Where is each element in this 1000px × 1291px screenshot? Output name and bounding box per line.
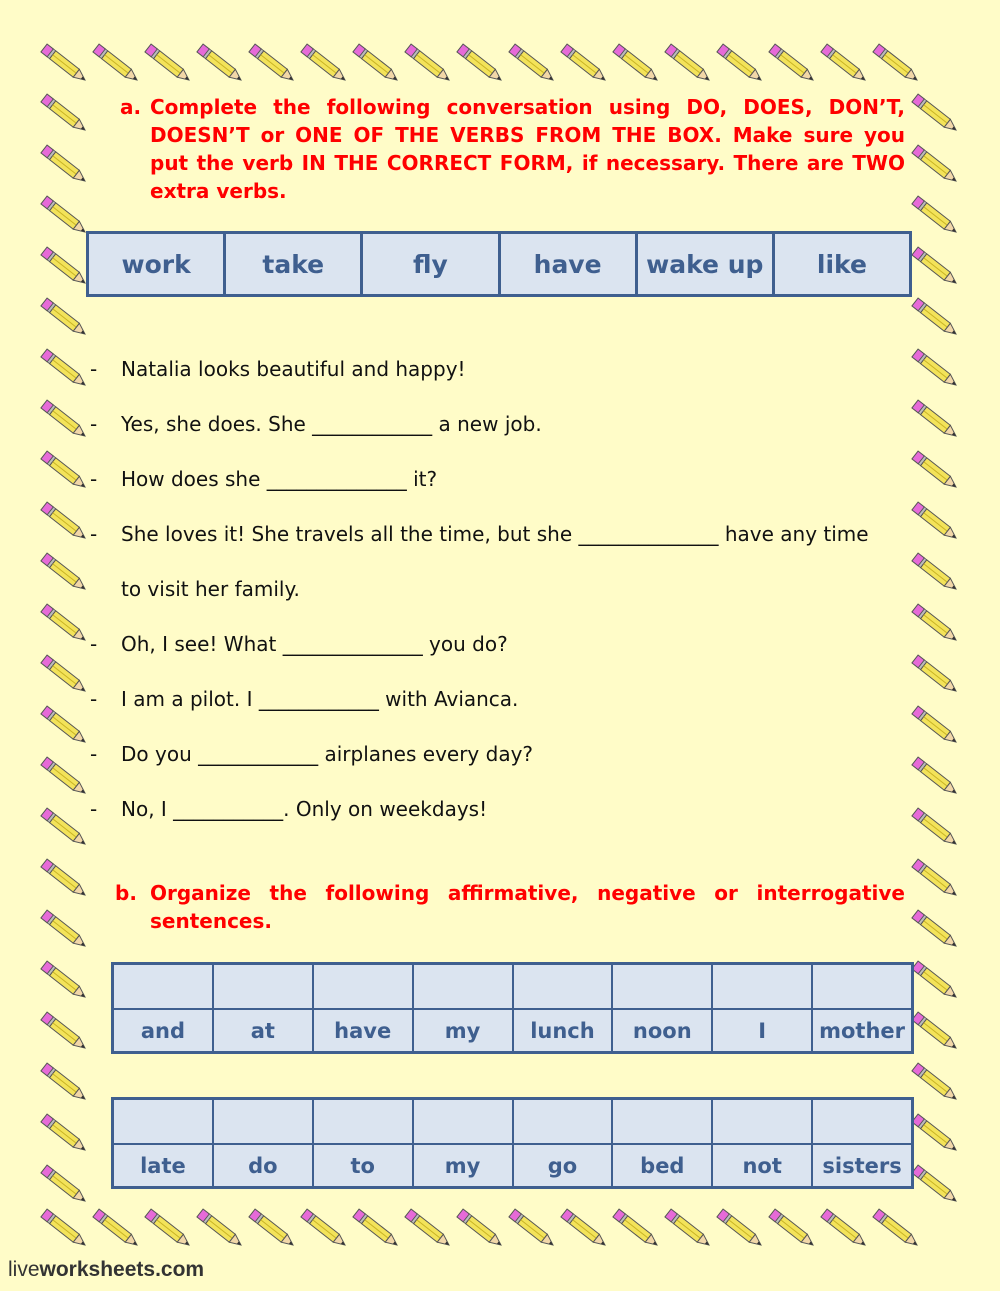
pencil-icon — [93, 44, 140, 84]
pencil-icon — [41, 1209, 88, 1249]
scramble-word[interactable]: to — [350, 1153, 375, 1178]
pencil-icon — [769, 44, 816, 84]
pencil-icon — [613, 1209, 660, 1249]
scramble-word[interactable]: at — [250, 1018, 275, 1043]
pencil-icon — [197, 44, 244, 84]
pencil-icon — [717, 1209, 764, 1249]
verb-cell: take — [226, 234, 363, 294]
pencil-icon — [912, 961, 959, 1001]
pencil-icon — [197, 1209, 244, 1249]
dialogue-line — [90, 508, 910, 563]
pencil-icon — [912, 145, 959, 185]
pencil-icon — [41, 604, 88, 644]
answer-slot[interactable] — [214, 1100, 312, 1145]
scramble-word[interactable]: go — [547, 1153, 578, 1178]
scramble-word[interactable]: lunch — [530, 1018, 595, 1043]
pencil-icon — [41, 196, 88, 236]
pencil-icon — [665, 44, 712, 84]
answer-slot[interactable] — [314, 965, 412, 1010]
scramble-word[interactable]: not — [742, 1153, 782, 1178]
pencil-icon — [145, 1209, 192, 1249]
answer-slot[interactable] — [114, 965, 212, 1010]
scramble-word[interactable]: have — [334, 1018, 392, 1043]
pencil-icon — [249, 44, 296, 84]
scramble-word[interactable]: my — [444, 1018, 481, 1043]
dialogue-text[interactable]: Yes, she does. She ____________ a new job. — [121, 412, 542, 436]
verb-cell: wake up — [638, 234, 775, 294]
answer-slot[interactable] — [613, 965, 711, 1010]
pencil-icon — [912, 349, 959, 389]
pencil-icon — [769, 1209, 816, 1249]
answer-slot[interactable] — [514, 1100, 612, 1145]
pencil-icon — [912, 94, 959, 134]
scramble-word[interactable]: mother — [819, 1018, 906, 1043]
liveworksheets-logo[interactable] — [8, 1258, 204, 1282]
pencil-icon — [41, 502, 88, 542]
dialogue-dash: - — [90, 687, 98, 711]
dialogue-dash: - — [90, 412, 98, 436]
scramble-word[interactable]: bed — [640, 1153, 685, 1178]
pencil-icon — [41, 655, 88, 695]
dialogue-text: to visit her family. — [121, 577, 300, 601]
pencil-icon — [912, 400, 959, 440]
pencil-icon — [912, 196, 959, 236]
pencil-icon — [301, 1209, 348, 1249]
dialogue-line — [90, 398, 910, 453]
pencil-icon — [912, 451, 959, 491]
scramble-grid-1 — [111, 962, 914, 1054]
scramble-word[interactable]: late — [140, 1153, 186, 1178]
pencil-icon — [821, 44, 868, 84]
scramble-grid-2 — [111, 1097, 914, 1189]
verb-cell: work — [89, 234, 226, 294]
pencil-icon — [41, 145, 88, 185]
instruction-a-marker: a. — [120, 95, 142, 119]
dialogue-line — [90, 563, 910, 618]
dialogue-dash: - — [90, 522, 98, 546]
verb-cell: fly — [363, 234, 500, 294]
dialogue-dash: - — [90, 797, 98, 821]
dialogue-line — [90, 453, 910, 508]
dialogue-text[interactable]: Oh, I see! What ______________ you do? — [121, 632, 508, 656]
answer-slot[interactable] — [414, 1100, 512, 1145]
pencil-icon — [912, 247, 959, 287]
dialogue-line — [90, 728, 910, 783]
pencil-icon — [41, 1012, 88, 1052]
scramble-word[interactable]: my — [444, 1153, 481, 1178]
logo-prefix: live — [8, 1258, 40, 1281]
pencil-icon — [873, 44, 920, 84]
pencil-icon — [912, 910, 959, 950]
verb-cell: have — [501, 234, 638, 294]
answer-slot[interactable] — [214, 965, 312, 1010]
pencil-icon — [41, 706, 88, 746]
pencil-icon — [912, 859, 959, 899]
pencil-icon — [249, 1209, 296, 1249]
answer-slot[interactable] — [613, 1100, 711, 1145]
pencil-icon — [613, 44, 660, 84]
scramble-word[interactable]: and — [140, 1018, 186, 1043]
pencil-icon — [912, 808, 959, 848]
answer-slot[interactable] — [813, 965, 911, 1010]
instruction-b-text: Organize the following affirmative, negative or interrogative sentences. — [150, 881, 905, 933]
pencil-icon — [41, 400, 88, 440]
pencil-icon — [509, 44, 556, 84]
pencil-icon — [821, 1209, 868, 1249]
pencil-icon — [912, 298, 959, 338]
pencil-icon — [41, 44, 88, 84]
pencil-icon — [561, 44, 608, 84]
answer-slot[interactable] — [713, 965, 811, 1010]
answer-slot[interactable] — [514, 965, 612, 1010]
pencil-icon — [457, 1209, 504, 1249]
pencil-icon — [912, 502, 959, 542]
pencil-icon — [41, 757, 88, 797]
pencil-icon — [912, 1114, 959, 1154]
pencil-icon — [912, 1063, 959, 1103]
pencil-icon — [41, 1063, 88, 1103]
pencil-icon — [41, 247, 88, 287]
conversation — [90, 343, 910, 838]
instruction-a — [120, 93, 905, 205]
pencil-icon — [353, 44, 400, 84]
dialogue-dash: - — [90, 632, 98, 656]
pencil-icon — [93, 1209, 140, 1249]
pencil-icon — [41, 1165, 88, 1205]
pencil-icon — [41, 451, 88, 491]
verb-box — [86, 231, 912, 297]
dialogue-text[interactable]: Do you ____________ airplanes every day? — [121, 742, 534, 766]
pencil-icon — [912, 757, 959, 797]
pencil-icon — [353, 1209, 400, 1249]
dialogue-dash: - — [90, 467, 98, 491]
pencil-icon — [405, 44, 452, 84]
answer-slot[interactable] — [114, 1100, 212, 1145]
dialogue-text[interactable]: She loves it! She travels all the time, but she ______________ have any time — [121, 522, 869, 546]
pencil-icon — [301, 44, 348, 84]
logo-brand: worksheets.com — [39, 1258, 205, 1281]
pencil-icon — [717, 44, 764, 84]
pencil-icon — [561, 1209, 608, 1249]
answer-slot[interactable] — [314, 1100, 412, 1145]
pencil-icon — [912, 553, 959, 593]
dialogue-text[interactable]: No, I ___________. Only on weekdays! — [121, 797, 488, 821]
dialogue-text: Natalia looks beautiful and happy! — [121, 357, 466, 381]
scramble-word[interactable]: I — [758, 1018, 767, 1043]
answer-slot[interactable] — [414, 965, 512, 1010]
pencil-icon — [457, 44, 504, 84]
scramble-word[interactable]: sisters — [822, 1153, 902, 1178]
pencil-icon — [41, 94, 88, 134]
scramble-word[interactable]: do — [248, 1153, 278, 1178]
pencil-icon — [41, 349, 88, 389]
pencil-icon — [912, 706, 959, 746]
pencil-icon — [405, 1209, 452, 1249]
answer-slot[interactable] — [813, 1100, 911, 1145]
pencil-icon — [145, 44, 192, 84]
dialogue-line — [90, 343, 910, 398]
dialogue-text[interactable]: I am a pilot. I ____________ with Avianca. — [121, 687, 519, 711]
pencil-icon — [41, 859, 88, 899]
dialogue-line — [90, 673, 910, 728]
scramble-word[interactable]: noon — [632, 1018, 692, 1043]
pencil-icon — [41, 298, 88, 338]
dialogue-line — [90, 783, 910, 838]
verb-cell: like — [816, 249, 867, 279]
instruction-a-text: Complete the following conversation using DO, DOES, DON’T, DOESN’T or ONE OF THE VERBS FROM THE BOX. Make sure you put the verb IN THE CORRECT FORM, if necessary. There are TWO extra verbs. — [150, 95, 905, 203]
pencil-icon — [912, 655, 959, 695]
pencil-icon — [912, 1012, 959, 1052]
instruction-b-marker: b. — [115, 881, 137, 905]
pencil-icon — [873, 1209, 920, 1249]
instruction-b — [115, 879, 905, 935]
dialogue-line — [90, 618, 910, 673]
pencil-icon — [912, 1165, 959, 1205]
pencil-icon — [41, 961, 88, 1001]
pencil-icon — [41, 553, 88, 593]
answer-slot[interactable] — [713, 1100, 811, 1145]
dialogue-dash: - — [90, 357, 98, 381]
pencil-icon — [509, 1209, 556, 1249]
pencil-icon — [41, 910, 88, 950]
dialogue-text[interactable]: How does she ______________ it? — [121, 467, 438, 491]
pencil-icon — [41, 808, 88, 848]
pencil-icon — [912, 604, 959, 644]
pencil-icon — [665, 1209, 712, 1249]
pencil-icon — [41, 1114, 88, 1154]
dialogue-dash: - — [90, 742, 98, 766]
